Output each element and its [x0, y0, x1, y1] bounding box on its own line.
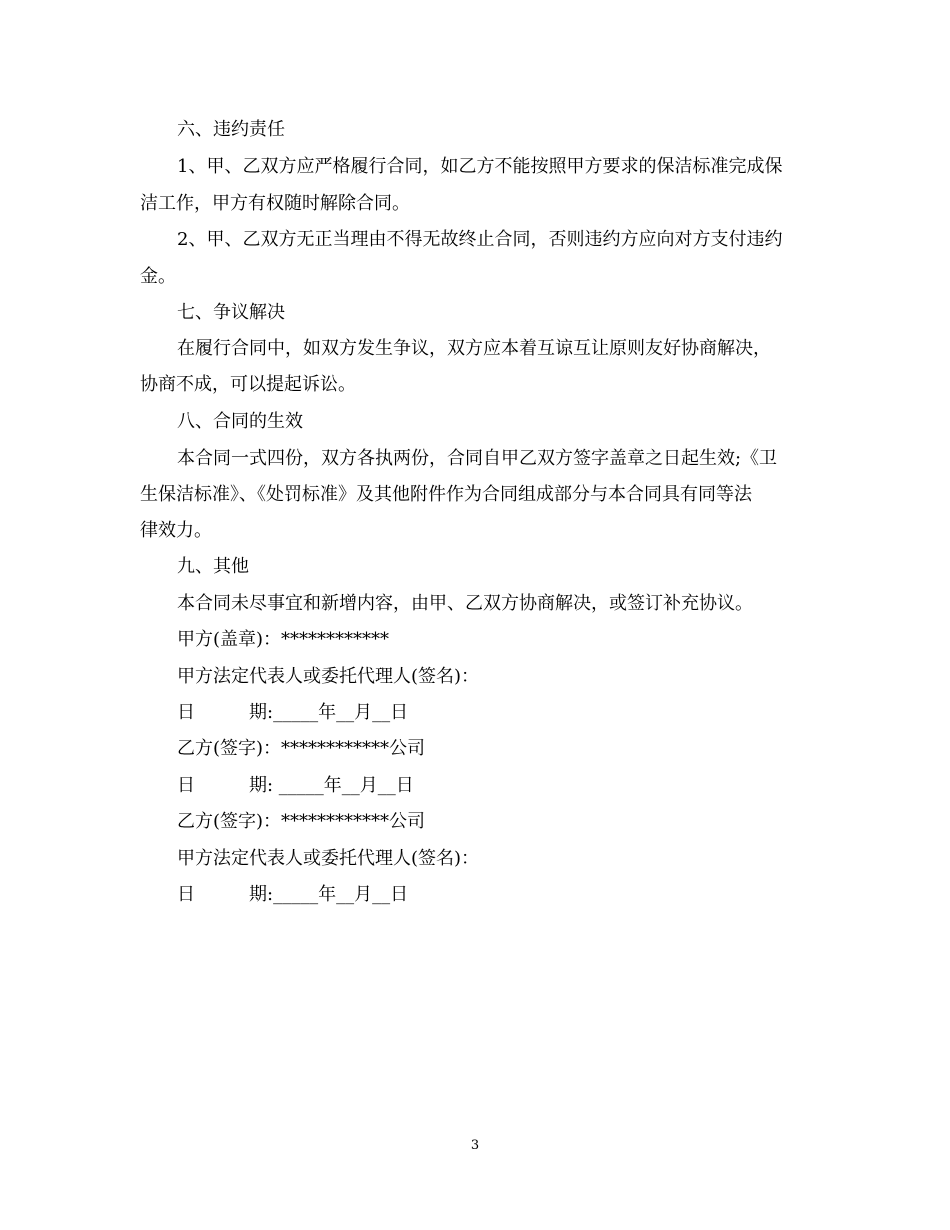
paragraph-line: 本合同一式四份，双方各执两份，合同自甲乙双方签字盖章之日起生效;《卫: [177, 448, 778, 469]
section-heading-liability: 六、违约责任: [177, 119, 285, 140]
section-heading-dispute: 七、争议解决: [177, 302, 285, 323]
party-a-representative-line: 甲方法定代表人或委托代理人(签名)：: [177, 666, 480, 687]
paragraph-line: 本合同未尽事宜和新增内容，由甲、乙双方协商解决，或签订补充协议。: [177, 593, 753, 614]
paragraph-line: 生保洁标准》、《处罚标准》及其他附件作为合同组成部分与本合同具有同等法: [140, 484, 752, 505]
page-number: 3: [470, 1138, 480, 1153]
party-b-sign-line: 乙方(签字)：************公司: [177, 738, 426, 759]
paragraph-line: 1、甲、乙双方应严格履行合同，如乙方不能按照甲方要求的保洁标准完成保: [177, 156, 783, 177]
section-heading-other: 九、其他: [177, 556, 249, 577]
party-a-seal-line: 甲方(盖章)：************: [177, 629, 390, 650]
paragraph-line: 在履行合同中，如双方发生争议，双方应本着互谅互让原则友好协商解决，: [177, 338, 771, 359]
paragraph-line: 协商不成，可以提起诉讼。: [140, 374, 356, 395]
date-line: 日 期:_____年__月__日: [177, 702, 409, 723]
party-a-representative-line: 甲方法定代表人或委托代理人(签名)：: [177, 848, 480, 869]
date-line: 日 期:_____年__月__日: [177, 884, 409, 905]
paragraph-line: 律效力。: [140, 520, 212, 541]
paragraph-line: 2、甲、乙双方无正当理由不得无故终止合同，否则违约方应向对方支付违约: [177, 229, 783, 250]
date-line: 日 期: _____年__月__日: [177, 775, 414, 796]
paragraph-line: 洁工作，甲方有权随时解除合同。: [140, 193, 410, 214]
paragraph-line: 金。: [140, 266, 176, 287]
party-b-sign-line: 乙方(签字)：************公司: [177, 811, 426, 832]
section-heading-effectiveness: 八、合同的生效: [177, 411, 303, 432]
